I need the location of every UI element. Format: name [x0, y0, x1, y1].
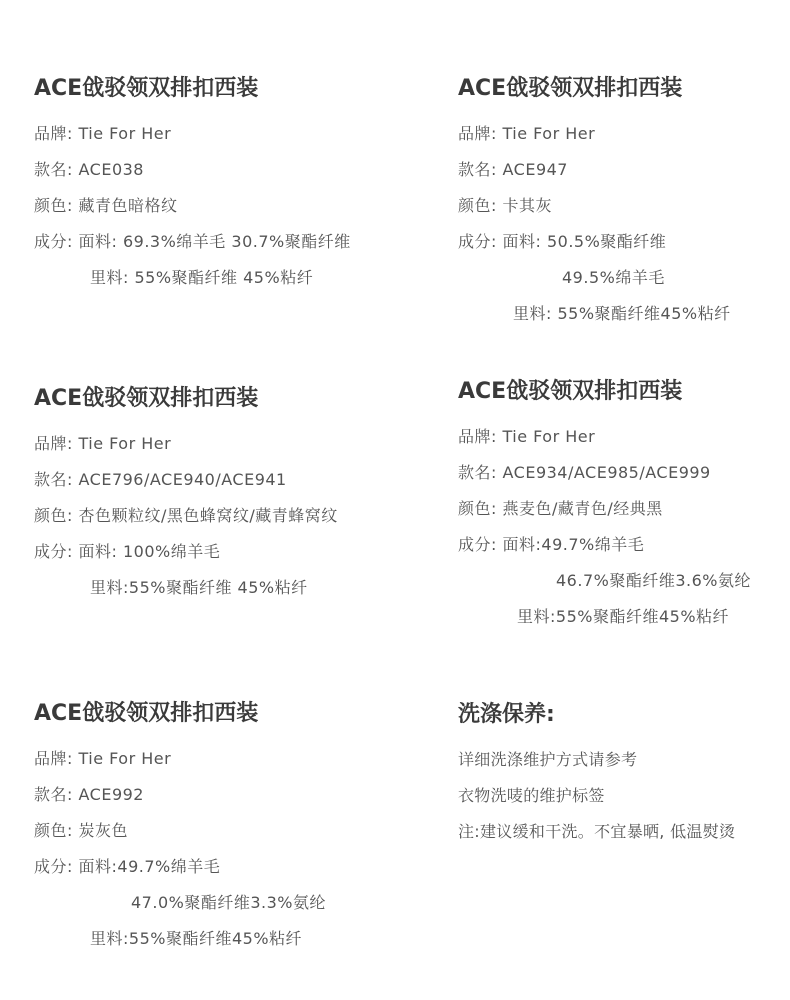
composition-line: 里料:55%聚酯纤维45%粘纤	[517, 607, 730, 626]
composition-row	[458, 535, 644, 555]
composition-label: 成分:	[458, 535, 497, 554]
color-value: 卡其灰	[502, 196, 553, 215]
color-row	[458, 499, 663, 519]
color-value: 燕麦色/藏青色/经典黑	[502, 499, 663, 518]
color-value: 炭灰色	[78, 821, 129, 840]
model-label: 款名:	[458, 463, 497, 482]
composition-label: 成分:	[458, 232, 497, 251]
model-row	[458, 160, 568, 180]
model-label: 款名:	[458, 160, 497, 179]
composition-line: 面料: 100%绵羊毛	[78, 542, 221, 561]
product-title: ACE戗驳领双排扣西装	[34, 386, 259, 411]
brand-row	[458, 427, 595, 447]
composition-label: 成分:	[34, 542, 73, 561]
composition-row	[34, 542, 220, 562]
care-line: 详细洗涤维护方式请参考	[458, 750, 638, 769]
model-value: ACE947	[502, 160, 568, 179]
composition-line: 47.0%聚酯纤维3.3%氨纶	[131, 893, 326, 912]
care-title: 洗涤保养:	[458, 702, 555, 727]
color-label: 颜色:	[458, 196, 497, 215]
brand-value: Tie For Her	[502, 124, 596, 143]
product-card	[34, 699, 394, 959]
composition-line: 里料:55%聚酯纤维45%粘纤	[90, 929, 303, 948]
model-label: 款名:	[34, 160, 73, 179]
brand-label: 品牌:	[34, 749, 73, 768]
composition-line: 49.5%绵羊毛	[562, 268, 665, 287]
color-label: 颜色:	[458, 499, 497, 518]
color-row	[34, 506, 338, 526]
composition-label: 成分:	[34, 232, 73, 251]
brand-value: Tie For Her	[502, 427, 596, 446]
brand-value: Tie For Her	[78, 434, 172, 453]
brand-label: 品牌:	[34, 124, 73, 143]
composition-line: 里料: 55%聚酯纤维45%粘纤	[513, 304, 731, 323]
product-card	[458, 377, 783, 637]
care-line: 注:建议缓和干洗。不宜暴晒, 低温熨烫	[458, 822, 736, 841]
brand-label: 品牌:	[458, 427, 497, 446]
composition-row	[34, 857, 220, 877]
model-label: 款名:	[34, 470, 73, 489]
model-value: ACE934/ACE985/ACE999	[502, 463, 711, 482]
model-label: 款名:	[34, 785, 73, 804]
brand-label: 品牌:	[34, 434, 73, 453]
product-card	[34, 74, 394, 304]
model-value: ACE796/ACE940/ACE941	[78, 470, 287, 489]
color-label: 颜色:	[34, 196, 73, 215]
model-value: ACE992	[78, 785, 144, 804]
color-row	[458, 196, 552, 216]
composition-line: 46.7%聚酯纤维3.6%氨纶	[556, 571, 751, 590]
model-row	[458, 463, 711, 483]
composition-line: 面料: 50.5%聚酯纤维	[502, 232, 667, 251]
model-value: ACE038	[78, 160, 144, 179]
color-value: 杏色颗粒纹/黑色蜂窝纹/藏青蜂窝纹	[78, 506, 338, 525]
care-section	[458, 700, 783, 860]
composition-row	[34, 232, 351, 252]
brand-row	[34, 124, 171, 144]
brand-value: Tie For Her	[78, 124, 172, 143]
model-row	[34, 785, 144, 805]
color-row	[34, 196, 178, 216]
composition-line: 面料:49.7%绵羊毛	[78, 857, 221, 876]
product-title: ACE戗驳领双排扣西装	[34, 76, 259, 101]
brand-value: Tie For Her	[78, 749, 172, 768]
color-label: 颜色:	[34, 821, 73, 840]
model-row	[34, 470, 287, 490]
brand-row	[458, 124, 595, 144]
care-line: 衣物洗唛的维护标签	[458, 786, 605, 805]
composition-row	[458, 232, 666, 252]
composition-line: 面料:49.7%绵羊毛	[502, 535, 645, 554]
composition-line: 面料: 69.3%绵羊毛 30.7%聚酯纤维	[78, 232, 351, 251]
color-value: 藏青色暗格纹	[78, 196, 178, 215]
color-label: 颜色:	[34, 506, 73, 525]
product-title: ACE戗驳领双排扣西装	[458, 76, 683, 101]
model-row	[34, 160, 144, 180]
composition-label: 成分:	[34, 857, 73, 876]
color-row	[34, 821, 128, 841]
brand-row	[34, 434, 171, 454]
composition-line: 里料:55%聚酯纤维 45%粘纤	[90, 578, 308, 597]
composition-line: 里料: 55%聚酯纤维 45%粘纤	[90, 268, 314, 287]
product-title: ACE戗驳领双排扣西装	[458, 379, 683, 404]
brand-row	[34, 749, 171, 769]
brand-label: 品牌:	[458, 124, 497, 143]
product-card	[34, 384, 414, 614]
product-card	[458, 74, 778, 334]
product-title: ACE戗驳领双排扣西装	[34, 701, 259, 726]
